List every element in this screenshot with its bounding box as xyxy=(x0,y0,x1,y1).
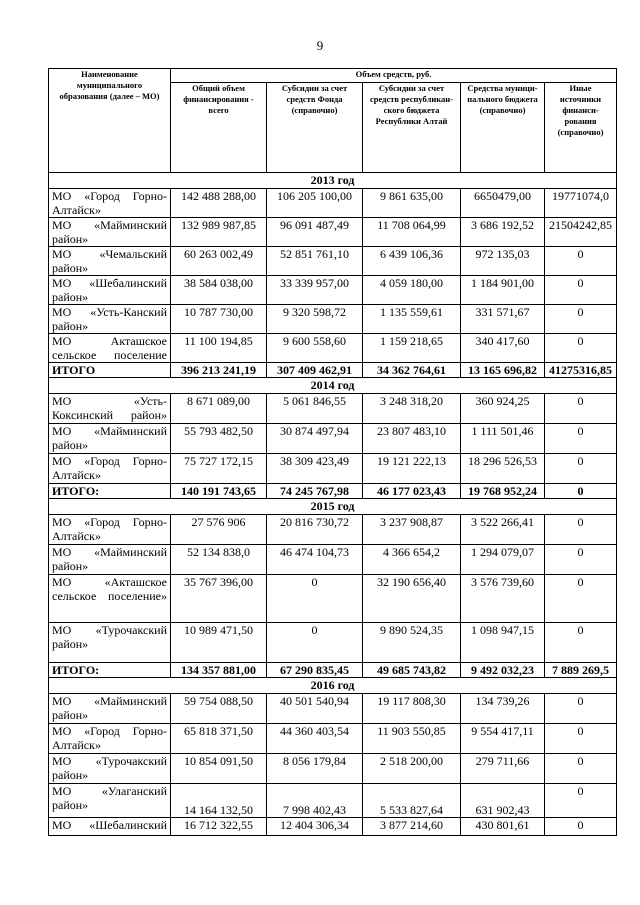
value-cell: 1 098 947,15 xyxy=(461,623,545,663)
value-cell: 9 554 417,11 xyxy=(461,724,545,754)
value-cell: 279 711,66 xyxy=(461,754,545,784)
value-cell: 3 237 908,87 xyxy=(363,515,461,545)
table-body xyxy=(49,173,617,836)
table-row xyxy=(49,305,617,334)
value-cell: 60 263 002,49 xyxy=(171,247,267,276)
value-cell: 11 708 064,99 xyxy=(363,218,461,247)
value-cell: 0 xyxy=(545,575,617,623)
value-cell: 0 xyxy=(545,724,617,754)
value-cell: 132 989 987,85 xyxy=(171,218,267,247)
value-cell: 18 296 526,53 xyxy=(461,454,545,484)
total-row xyxy=(49,363,617,378)
total-value: 396 213 241,19 xyxy=(171,363,267,378)
value-cell: 0 xyxy=(545,305,617,334)
header-col-municipal: Средства муници-пального бюджета (справочно) xyxy=(461,83,545,173)
total-value: 46 177 023,43 xyxy=(363,484,461,499)
table-row xyxy=(49,334,617,363)
value-cell: 3 522 266,41 xyxy=(461,515,545,545)
municipality-name: МО Акташское сельское поселение xyxy=(49,334,171,363)
value-cell: 340 417,60 xyxy=(461,334,545,363)
municipality-name: МО «Майминский район» xyxy=(49,424,171,454)
value-cell: 6 439 106,36 xyxy=(363,247,461,276)
municipality-name: МО «Город Горно-Алтайск» xyxy=(49,724,171,754)
value-cell: 38 309 423,49 xyxy=(267,454,363,484)
value-cell: 30 874 497,94 xyxy=(267,424,363,454)
table-row xyxy=(49,515,617,545)
value-cell: 1 135 559,61 xyxy=(363,305,461,334)
value-cell: 16 712 322,55 xyxy=(171,818,267,836)
value-cell: 96 091 487,49 xyxy=(267,218,363,247)
total-label: ИТОГО: xyxy=(49,484,171,499)
value-cell: 55 793 482,50 xyxy=(171,424,267,454)
financing-table xyxy=(48,68,617,836)
year-heading: 2015 год xyxy=(49,499,617,515)
year-heading: 2013 год xyxy=(49,173,617,189)
total-row xyxy=(49,484,617,499)
value-cell: 0 xyxy=(545,818,617,836)
value-cell: 631 902,43 xyxy=(461,784,545,818)
value-cell: 0 xyxy=(545,754,617,784)
municipality-name: МО «Майминский район» xyxy=(49,694,171,724)
value-cell: 19771074,0 xyxy=(545,189,617,218)
value-cell: 10 989 471,50 xyxy=(171,623,267,663)
value-cell: 44 360 403,54 xyxy=(267,724,363,754)
value-cell: 0 xyxy=(545,394,617,424)
value-cell: 59 754 088,50 xyxy=(171,694,267,724)
value-cell: 38 584 038,00 xyxy=(171,276,267,305)
value-cell: 12 404 306,34 xyxy=(267,818,363,836)
value-cell: 0 xyxy=(545,515,617,545)
total-value: 307 409 462,91 xyxy=(267,363,363,378)
total-value: 13 165 696,82 xyxy=(461,363,545,378)
municipality-name: МО «Майминский район» xyxy=(49,545,171,575)
value-cell: 19 117 808,30 xyxy=(363,694,461,724)
total-value: 49 685 743,82 xyxy=(363,663,461,678)
value-cell: 3 686 192,52 xyxy=(461,218,545,247)
total-value: 19 768 952,24 xyxy=(461,484,545,499)
value-cell: 0 xyxy=(267,623,363,663)
total-value: 41275316,85 xyxy=(545,363,617,378)
value-cell: 8 671 089,00 xyxy=(171,394,267,424)
table-row xyxy=(49,545,617,575)
header-col-other: Иные источники финанси-рования (справочно) xyxy=(545,83,617,173)
value-cell: 0 xyxy=(545,694,617,724)
value-cell: 35 767 396,00 xyxy=(171,575,267,623)
total-value: 0 xyxy=(545,484,617,499)
value-cell: 360 924,25 xyxy=(461,394,545,424)
value-cell: 9 890 524,35 xyxy=(363,623,461,663)
table-row xyxy=(49,575,617,623)
value-cell: 10 787 730,00 xyxy=(171,305,267,334)
value-cell: 5 533 827,64 xyxy=(363,784,461,818)
value-cell: 0 xyxy=(545,247,617,276)
value-cell: 331 571,67 xyxy=(461,305,545,334)
value-cell: 4 059 180,00 xyxy=(363,276,461,305)
header-col-republic: Субсидии за счет средств республикан-ского бюджета Республики Алтай xyxy=(363,83,461,173)
municipality-name: МО «Город Горно-Алтайск» xyxy=(49,515,171,545)
value-cell: 14 164 132,50 xyxy=(171,784,267,818)
value-cell: 142 488 288,00 xyxy=(171,189,267,218)
value-cell: 0 xyxy=(545,424,617,454)
header-col-total: Общий объем финансирования - всего xyxy=(171,83,267,173)
value-cell: 1 294 079,07 xyxy=(461,545,545,575)
value-cell: 19 121 222,13 xyxy=(363,454,461,484)
value-cell: 20 816 730,72 xyxy=(267,515,363,545)
value-cell: 3 877 214,60 xyxy=(363,818,461,836)
value-cell: 7 998 402,43 xyxy=(267,784,363,818)
value-cell: 65 818 371,50 xyxy=(171,724,267,754)
total-value: 9 492 032,23 xyxy=(461,663,545,678)
total-row xyxy=(49,663,617,678)
value-cell: 106 205 100,00 xyxy=(267,189,363,218)
value-cell: 23 807 483,10 xyxy=(363,424,461,454)
value-cell: 1 159 218,65 xyxy=(363,334,461,363)
table-row xyxy=(49,818,617,836)
municipality-name: МО «Усть-Коксинский район» xyxy=(49,394,171,424)
page-number: 9 xyxy=(316,38,324,53)
value-cell: 0 xyxy=(545,545,617,575)
year-heading: 2016 год xyxy=(49,678,617,694)
value-cell: 52 134 838,0 xyxy=(171,545,267,575)
value-cell: 972 135,03 xyxy=(461,247,545,276)
municipality-name: МО «Шебалинский xyxy=(49,818,171,836)
value-cell: 1 111 501,46 xyxy=(461,424,545,454)
value-cell: 0 xyxy=(545,454,617,484)
table-row xyxy=(49,754,617,784)
value-cell: 11 100 194,85 xyxy=(171,334,267,363)
municipality-name: МО «Город Горно-Алтайск» xyxy=(49,189,171,218)
total-value: 67 290 835,45 xyxy=(267,663,363,678)
total-value: 74 245 767,98 xyxy=(267,484,363,499)
total-value: 134 357 881,00 xyxy=(171,663,267,678)
table-row xyxy=(49,623,617,663)
value-cell: 21504242,85 xyxy=(545,218,617,247)
table-row xyxy=(49,218,617,247)
table-row xyxy=(49,394,617,424)
total-value: 7 889 269,5 xyxy=(545,663,617,678)
value-cell: 134 739,26 xyxy=(461,694,545,724)
value-cell: 11 903 550,85 xyxy=(363,724,461,754)
value-cell: 5 061 846,55 xyxy=(267,394,363,424)
table-row xyxy=(49,276,617,305)
municipality-name: МО «Турочакский район» xyxy=(49,754,171,784)
header-col-fund: Субсидии за счет средств Фонда (справочно) xyxy=(267,83,363,173)
total-value: 140 191 743,65 xyxy=(171,484,267,499)
year-heading: 2014 год xyxy=(49,378,617,394)
table-row xyxy=(49,724,617,754)
municipality-name: МО «Майминский район» xyxy=(49,218,171,247)
municipality-name: МО «Чемальский район» xyxy=(49,247,171,276)
value-cell: 8 056 179,84 xyxy=(267,754,363,784)
value-cell: 430 801,61 xyxy=(461,818,545,836)
value-cell: 10 854 091,50 xyxy=(171,754,267,784)
value-cell: 40 501 540,94 xyxy=(267,694,363,724)
municipality-name: МО «Шебалинский район» xyxy=(49,276,171,305)
value-cell: 0 xyxy=(545,276,617,305)
total-label: ИТОГО: xyxy=(49,663,171,678)
value-cell: 9 861 635,00 xyxy=(363,189,461,218)
value-cell: 33 339 957,00 xyxy=(267,276,363,305)
value-cell: 32 190 656,40 xyxy=(363,575,461,623)
value-cell: 4 366 654,2 xyxy=(363,545,461,575)
value-cell: 0 xyxy=(267,575,363,623)
municipality-name: МО «Турочакский район» xyxy=(49,623,171,663)
value-cell: 3 576 739,60 xyxy=(461,575,545,623)
value-cell: 9 600 558,60 xyxy=(267,334,363,363)
table-row xyxy=(49,454,617,484)
municipality-name: МО «Улаганский район» xyxy=(49,784,171,818)
table-row xyxy=(49,424,617,454)
value-cell: 0 xyxy=(545,623,617,663)
municipality-name: МО «Акташское сельское поселение» xyxy=(49,575,171,623)
value-cell: 0 xyxy=(545,784,617,818)
value-cell: 6650479,00 xyxy=(461,189,545,218)
table-row xyxy=(49,189,617,218)
value-cell: 52 851 761,10 xyxy=(267,247,363,276)
value-cell: 2 518 200,00 xyxy=(363,754,461,784)
municipality-name: МО «Город Горно-Алтайск» xyxy=(49,454,171,484)
value-cell: 75 727 172,15 xyxy=(171,454,267,484)
value-cell: 1 184 901,00 xyxy=(461,276,545,305)
value-cell: 9 320 598,72 xyxy=(267,305,363,334)
header-name-column: Наименование муниципального образования (далее – МО) xyxy=(49,69,171,173)
value-cell: 3 248 318,20 xyxy=(363,394,461,424)
header-group: Объем средств, руб. xyxy=(171,69,617,83)
total-label: ИТОГО xyxy=(49,363,171,378)
total-value: 34 362 764,61 xyxy=(363,363,461,378)
value-cell: 0 xyxy=(545,334,617,363)
value-cell: 27 576 906 xyxy=(171,515,267,545)
municipality-name: МО «Усть-Канский район» xyxy=(49,305,171,334)
table-row xyxy=(49,784,617,818)
table-row xyxy=(49,247,617,276)
value-cell: 46 474 104,73 xyxy=(267,545,363,575)
table-row xyxy=(49,694,617,724)
